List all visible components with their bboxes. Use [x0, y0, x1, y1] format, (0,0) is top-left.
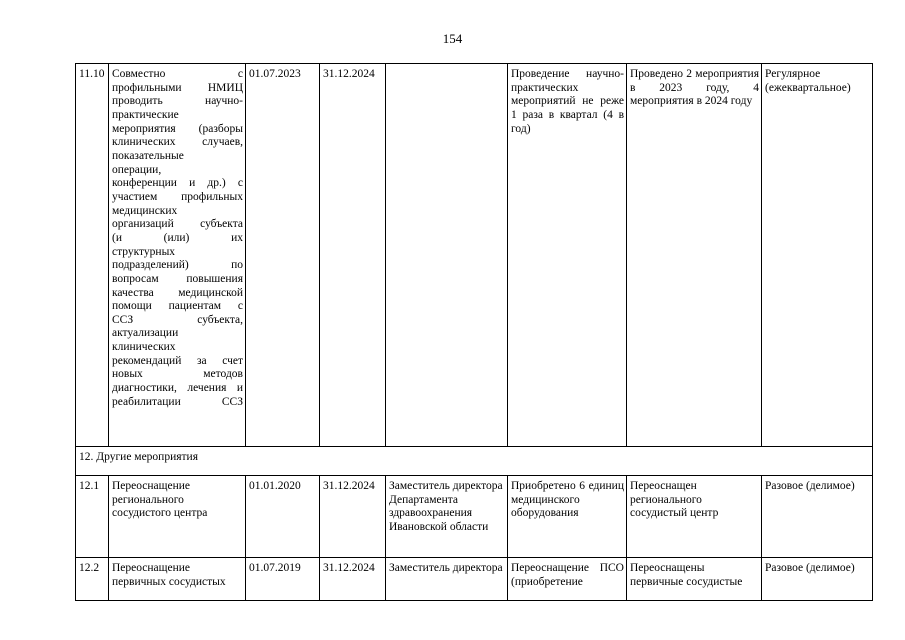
table-row: [76, 558, 873, 601]
measure-line: реабилитации ССЗ: [112, 395, 243, 408]
row-number: 12.1: [76, 476, 109, 558]
measure-line: (и (или) их: [112, 231, 243, 244]
end-date: 31.12.2024: [320, 64, 386, 447]
type-cell: Разовое (делимое): [762, 558, 873, 601]
measure-line: проводить научно-: [112, 95, 243, 108]
measure-line: ССЗ субъекта,: [112, 313, 243, 326]
measure-line: организаций субъекта: [112, 218, 243, 231]
measure-line: качества медицинской: [112, 286, 243, 299]
measure-line: клинических: [112, 341, 176, 354]
end-date: 31.12.2024: [320, 476, 386, 558]
table-row: [76, 476, 873, 558]
page-number: 154: [442, 31, 463, 46]
result-cell: Переоснащение ПСО (приобретение: [508, 558, 627, 601]
measure-line: актуализации: [112, 327, 179, 340]
status-cell: Переоснащен регионального сосудистый центр: [627, 476, 762, 558]
end-date: 31.12.2024: [320, 558, 386, 601]
start-date: 01.07.2019: [246, 558, 320, 601]
type-cell: Разовое (делимое): [762, 476, 873, 558]
measure-cell: Переоснащение регионального сосудистого центра: [109, 476, 246, 558]
table-row: [76, 64, 873, 447]
measure-line: помощи пациентам с: [112, 300, 243, 313]
measure-line: операции,: [112, 163, 162, 176]
measure-line: диагностики, лечения и: [112, 382, 243, 395]
measure-line: новых методов: [112, 368, 243, 381]
measure-line: показательные: [112, 149, 184, 162]
result-cell: Приобретено 6 единиц медицинского оборудования: [508, 476, 627, 558]
measure-line: медицинских: [112, 204, 178, 217]
responsible-cell: Заместитель директора Департамента здравоохранения Ивановской области: [386, 476, 508, 558]
section-title: 12. Другие мероприятия: [76, 447, 873, 476]
measure-line: конференции и др.) с: [112, 177, 243, 190]
measure-line: профильными НМИЦ: [112, 81, 243, 94]
type-cell: Регулярное (ежеквартальное): [762, 64, 873, 447]
responsible-cell: Заместитель директора: [386, 558, 508, 601]
status-cell: Проведено 2 мероприятия в 2023 году, 4 мероприятия в 2024 году: [627, 64, 762, 447]
measure-line: участием профильных: [112, 190, 243, 203]
measure-cell: [109, 64, 246, 447]
measure-line: рекомендаций за счет: [112, 354, 243, 367]
status-cell: Переоснащены первичные сосудистые: [627, 558, 762, 601]
measure-line: Совместно с: [112, 68, 243, 80]
responsible-cell: [386, 64, 508, 447]
row-number: 11.10: [76, 64, 109, 447]
measure-line: мероприятия (разборы: [112, 122, 243, 135]
measure-line: структурных: [112, 245, 176, 258]
measures-table: [75, 63, 873, 601]
row-number: 12.2: [76, 558, 109, 601]
start-date: 01.07.2023: [246, 64, 320, 447]
measure-cell: Переоснащение первичных сосудистых: [109, 558, 246, 601]
measure-line: вопросам повышения: [112, 272, 243, 285]
measure-line: практические: [112, 108, 179, 121]
start-date: 01.01.2020: [246, 476, 320, 558]
result-cell: Проведение научно-практических мероприятий не реже 1 раза в квартал (4 в год): [508, 64, 627, 447]
section-row: [76, 447, 873, 476]
measure-line: подразделений) по: [112, 259, 243, 272]
measure-line: клинических случаев,: [112, 136, 243, 149]
